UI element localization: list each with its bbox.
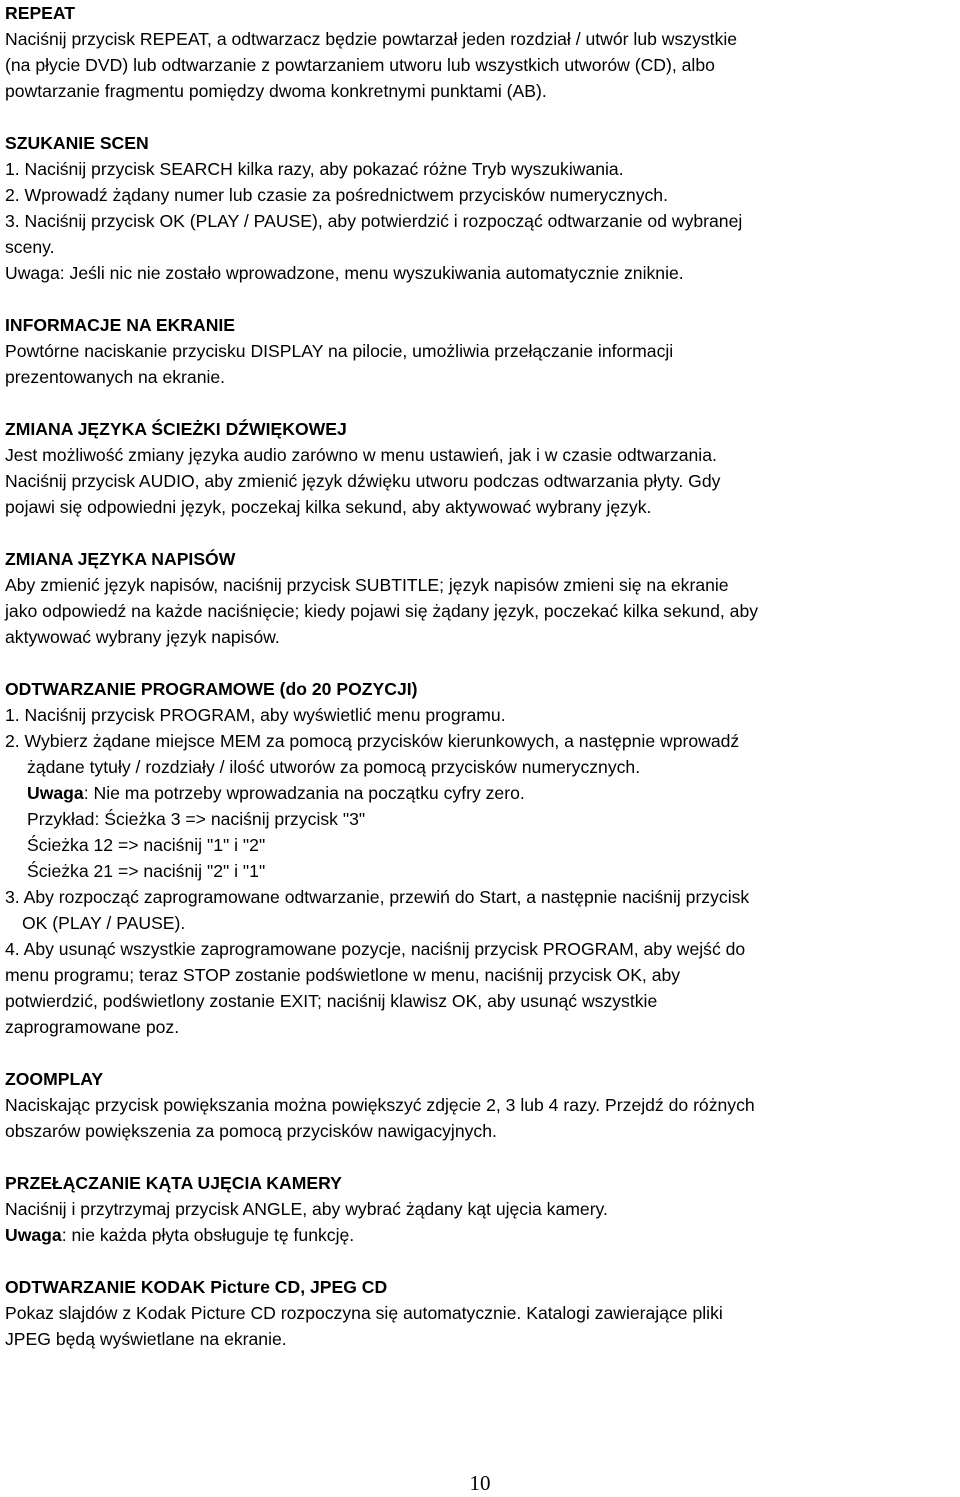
step-line: 4. Aby usunąć wszystkie zaprogramowane pozycje, naciśnij przycisk PROGRAM, aby wejść do bbox=[5, 939, 746, 959]
section-heading: ZOOMPLAY bbox=[5, 1069, 104, 1089]
example-line: Ścieżka 12 => naciśnij "1" i "2" bbox=[27, 835, 266, 855]
section-audio-language bbox=[5, 416, 957, 520]
step-line: sceny. bbox=[5, 237, 55, 257]
paragraph-line: Naciśnij przycisk REPEAT, a odtwarzacz będzie powtarzał jeden rozdział / utwór lub wszystkie bbox=[5, 29, 738, 49]
paragraph-line: (na płycie DVD) lub odtwarzanie z powtarzaniem utworu lub wszystkich utworów (CD), albo bbox=[5, 55, 715, 75]
step-continuation: zaprogramowane poz. bbox=[5, 1017, 180, 1037]
note-line bbox=[5, 780, 957, 806]
section-subtitle-language bbox=[5, 546, 957, 650]
page-content bbox=[5, 0, 957, 1378]
note-label: Uwaga bbox=[5, 1225, 62, 1245]
note-label: Uwaga bbox=[27, 783, 84, 803]
paragraph-line: JPEG będą wyświetlane na ekranie. bbox=[5, 1329, 287, 1349]
paragraph-line: Jest możliwość zmiany języka audio zarówno w menu ustawień, jak i w czasie odtwarzania. bbox=[5, 445, 717, 465]
step-line: 1. Naciśnij przycisk SEARCH kilka razy, aby pokazać różne Tryb wyszukiwania. bbox=[5, 159, 624, 179]
paragraph-line: Naciśnij przycisk AUDIO, aby zmienić język dźwięku utworu podczas odtwarzania płyty. Gdy bbox=[5, 471, 721, 491]
section-heading: PRZEŁĄCZANIE KĄTA UJĘCIA KAMERY bbox=[5, 1173, 342, 1193]
section-on-screen-info bbox=[5, 312, 957, 390]
paragraph-line: Pokaz slajdów z Kodak Picture CD rozpoczyna się automatycznie. Katalogi zawierające pliki bbox=[5, 1303, 723, 1323]
example-line: Przykład: Ścieżka 3 => naciśnij przycisk "3" bbox=[27, 809, 366, 829]
step-line: 2. Wybierz żądane miejsce MEM za pomocą przycisków kierunkowych, a następnie wprowadź bbox=[5, 731, 740, 751]
section-heading: SZUKANIE SCEN bbox=[5, 133, 149, 153]
paragraph-line: pojawi się odpowiedni język, poczekaj kilka sekund, aby aktywować wybrany język. bbox=[5, 497, 652, 517]
section-heading: ODTWARZANIE KODAK Picture CD, JPEG CD bbox=[5, 1277, 388, 1297]
paragraph-line: jako odpowiedź na każde naciśnięcie; kiedy pojawi się żądany język, poczekać kilka sekund, aby bbox=[5, 601, 759, 621]
paragraph-line: obszarów powiększenia za pomocą przycisków nawigacyjnych. bbox=[5, 1121, 497, 1141]
step-continuation: OK (PLAY / PAUSE). bbox=[22, 913, 186, 933]
section-kodak-jpeg bbox=[5, 1274, 957, 1352]
paragraph-line: Aby zmienić język napisów, naciśnij przycisk SUBTITLE; język napisów zmieni się na ekranie bbox=[5, 575, 729, 595]
step-continuation: żądane tytuły / rozdziały / ilość utworów za pomocą przycisków numerycznych. bbox=[27, 757, 641, 777]
note-line bbox=[5, 1222, 957, 1248]
paragraph-line: powtarzanie fragmentu pomiędzy dwoma konkretnymi punktami (AB). bbox=[5, 81, 547, 101]
paragraph-line: Powtórne naciskanie przycisku DISPLAY na pilocie, umożliwia przełączanie informacji bbox=[5, 341, 674, 361]
step-line: 3. Naciśnij przycisk OK (PLAY / PAUSE), aby potwierdzić i rozpocząć odtwarzanie od wybranej bbox=[5, 211, 743, 231]
step-continuation: menu programu; teraz STOP zostanie podświetlone w menu, naciśnij przycisk OK, aby bbox=[5, 965, 681, 985]
section-camera-angle bbox=[5, 1170, 957, 1248]
section-heading: ZMIANA JĘZYKA NAPISÓW bbox=[5, 549, 236, 569]
note-text: : nie każda płyta obsługuje tę funkcję. bbox=[61, 1225, 355, 1245]
paragraph-line: prezentowanych na ekranie. bbox=[5, 367, 226, 387]
section-heading: ZMIANA JĘZYKA ŚCIEŻKI DŹWIĘKOWEJ bbox=[5, 419, 347, 439]
step-line: 3. Aby rozpocząć zaprogramowane odtwarzanie, przewiń do Start, a następnie naciśnij przycisk bbox=[5, 887, 750, 907]
section-zoomplay bbox=[5, 1066, 957, 1144]
step-line: 1. Naciśnij przycisk PROGRAM, aby wyświetlić menu programu. bbox=[5, 705, 506, 725]
paragraph-line: aktywować wybrany język napisów. bbox=[5, 627, 280, 647]
step-continuation: potwierdzić, podświetlony zostanie EXIT; naciśnij klawisz OK, aby usunąć wszystkie bbox=[5, 991, 658, 1011]
section-repeat bbox=[5, 0, 957, 104]
section-heading: INFORMACJE NA EKRANIE bbox=[5, 315, 236, 335]
section-program-playback bbox=[5, 676, 957, 1040]
note-line: Uwaga: Jeśli nic nie zostało wprowadzone, menu wyszukiwania automatycznie zniknie. bbox=[5, 263, 684, 283]
paragraph-line: Naciśnij i przytrzymaj przycisk ANGLE, aby wybrać żądany kąt ujęcia kamery. bbox=[5, 1199, 608, 1219]
page-number: 10 bbox=[469, 1471, 491, 1495]
section-scene-search bbox=[5, 130, 957, 286]
note-text: : Nie ma potrzeby wprowadzania na początku cyfry zero. bbox=[83, 783, 525, 803]
section-heading: REPEAT bbox=[5, 3, 76, 23]
section-heading: ODTWARZANIE PROGRAMOWE (do 20 POZYCJI) bbox=[5, 679, 418, 699]
example-line: Ścieżka 21 => naciśnij "2" i "1" bbox=[27, 861, 266, 881]
paragraph-line: Naciskając przycisk powiększania można powiększyć zdjęcie 2, 3 lub 4 razy. Przejdź do różnych bbox=[5, 1095, 755, 1115]
step-line: 2. Wprowadź żądany numer lub czasie za pośrednictwem przycisków numerycznych. bbox=[5, 185, 668, 205]
